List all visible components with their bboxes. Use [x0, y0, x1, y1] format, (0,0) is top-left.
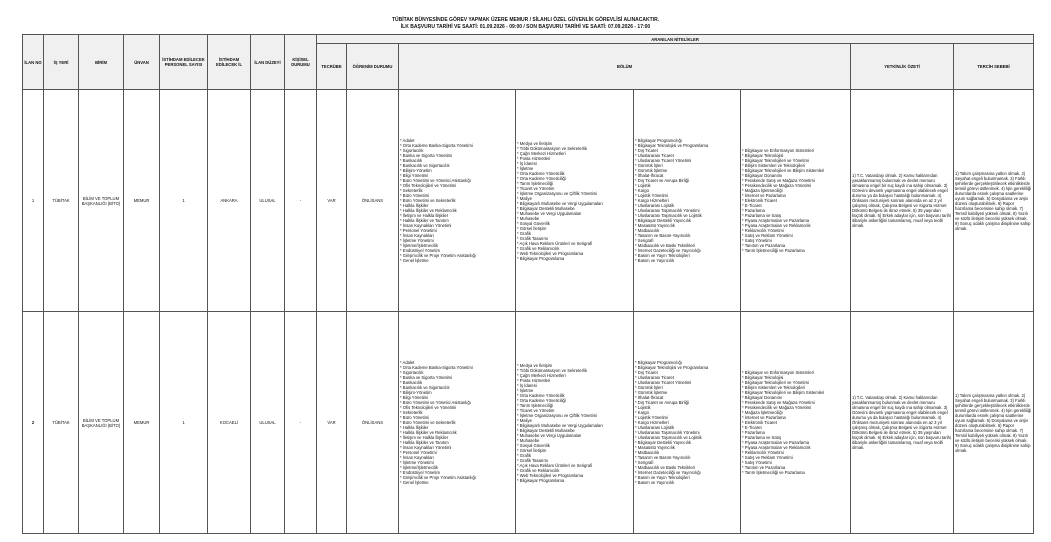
title-line-2: İLK BAŞVURU TARİHİ VE SAATİ: 01.09.2026 - 09:00 / SON BAŞVURU TARİHİ VE SAATİ: 07.09.2026 - 17:00: [400, 23, 651, 30]
bolum-item: * E-Ticaret: [742, 425, 762, 430]
bolum-item: * Lojistik Yönetimi: [635, 415, 668, 420]
bolum-item: * Bankacılık ve Sigortacılık: [400, 385, 450, 390]
bolum-item: * Bilişim Sistemleri ve Teknolojileri: [742, 163, 805, 168]
bolum-item: * Bilişim-Yönetim: [400, 390, 432, 395]
bolum-item: * Uluslararası Lojistik: [635, 203, 675, 208]
bolum-item: * Ofis Teknolojileri ve Yönetimi: [400, 405, 457, 410]
bolum-item: * Basım ve Yayıncılık: [635, 258, 675, 263]
bolum-item: * Tanıtım ve Pazarlama: [742, 465, 786, 470]
bolum-item: * İş İdaresi: [517, 160, 537, 166]
bolum-item: * Web Teknolojileri ve Programlama: [517, 472, 584, 478]
bolum-item: * Uluslararası Taşımacılık Yönetimi: [635, 208, 700, 213]
bolum-item: * İşletme Organizasyonu ve Çiftlik Yönetimi: [517, 412, 597, 418]
bolum-item: * İşletme/İşletmecilik: [400, 465, 438, 470]
bolum-item: * İletişim ve Halkla İlişkiler: [400, 435, 449, 440]
bolum-item: * Tanıtım ve Pazarlama: [742, 243, 786, 248]
bolum-item: * Grafik Tasarımı: [517, 235, 549, 241]
bolum-item: * Bilgisayar Programlama: [517, 255, 565, 261]
header-ilan-no: İLAN NO: [23, 35, 44, 90]
bolum-item: * Bilgisayar ve Enformasyon Sistemleri: [742, 148, 814, 153]
bolum-item: * Uluslararası Ticaret Yönetimi: [635, 158, 692, 163]
bolum-item: * Bilgisayar Teknolojisi: [742, 375, 784, 380]
header-istihdam-il: İSTİHDAM EDİLECEK İL: [208, 35, 251, 90]
cell-bolum-col1: [399, 312, 516, 534]
bolum-item: * Ofis Teknolojileri ve Yönetimi: [400, 183, 457, 188]
bolum-item: * İşletme: [517, 165, 534, 171]
bolum-item: * Bilgisayarlı Muhasebe ve Vergi Uygulamaları: [517, 200, 603, 206]
bolum-item: * Serigrafi: [635, 238, 654, 243]
bolum-item: * Gümrük İşletme: [635, 390, 668, 395]
bolum-item: * Perakendecilik ve Mağaza Yönetimi: [742, 183, 812, 188]
bolum-item: * Bilgisayar ve Enformasyon Sistemleri: [742, 370, 814, 375]
bolum-item: * Bilgisayar Donanımı: [742, 395, 783, 400]
bolum-item: * Bilgisayarlı Muhasebe ve Vergi Uygulamaları: [517, 422, 603, 428]
bolum-item: * Bilgisayar Donanımı: [742, 173, 783, 178]
bolum-item: * Banka ve Sigorta Yönetimi: [400, 153, 453, 158]
bolum-item: * Bankacılık: [400, 380, 423, 385]
bolum-item: * Satış Yönetimi: [742, 460, 772, 465]
bolum-item: * İnsan Kaynakları Yönetimi: [400, 223, 452, 228]
cell-ogrenim: ÖNLİSANS: [347, 312, 399, 534]
bolum-item: * Halkla İlişkiler ve Tanıtım: [400, 440, 449, 445]
bolum-item: * Adalet: [400, 360, 415, 365]
bolum-item: * Dış Ticaret: [635, 148, 658, 153]
bolum-item: * Medya ve İletişim: [517, 140, 553, 146]
bolum-item: * Sekreterlik: [400, 188, 423, 193]
bolum-item: * Halkla İlişkiler ve Reklamcılık: [400, 430, 457, 435]
cell-sayi: 1: [160, 312, 208, 534]
bolum-item: * Kargo Hizmetleri: [635, 420, 669, 425]
cell-bolum-col3: [634, 312, 741, 534]
bolum-item: * Maliye: [517, 417, 532, 423]
bolum-item: * Orta Kademe Banka-Sigorta Yönetimi: [400, 365, 473, 370]
cell-il: KOCAELİ: [208, 312, 251, 534]
header-ogrenim: ÖĞRENİM DURUMU: [347, 44, 399, 90]
bolum-item: * Lojistik: [635, 183, 651, 188]
document-title: [0, 0, 1051, 37]
bolum-item: * Endüstriyel Yönetim: [400, 248, 440, 253]
bolum-item: * Posta Hizmetleri: [517, 377, 551, 383]
bolum-item: * Büro Yönetimi: [400, 415, 430, 420]
bolum-item: * Halkla İlişkiler: [400, 425, 429, 430]
bolum-item: * Tasarım ve Basım-Yayıncılık: [635, 233, 691, 238]
cell-yetkinlik: 1) T.C. Vatandaşı olmak. 2) Kamu haklarından yasaklanmamış bulunmak ve devlet memuru olmasına engel bir suç kaydı ına sahip olmamak. 3) Görevini devamlı yapmasına engel olabilecek engel durumu ya da bulaşıcı hastalığı bulunmamak. 4) Önlisans mezuniyeti sonrası alanında en az 3 yıl çalışmış olmak, Çalışma Belgesi ve Sigorta Hizmet Dökümü Belgesi ile ibraz etmek. 5) 35 yaşından küçük olmak. 6) Erkek adaylar için, son başvuru tarihi itibariyle askerliğini tamamlamış, muaf veya tecilli olmak.: [851, 90, 954, 312]
bolum-item: * Bilgisayar Teknolojileri ve Bilişim Sistemleri: [742, 390, 825, 395]
bolum-item: * İşletme/İşletmecilik: [400, 243, 438, 248]
bolum-item: * Grafik ve Reklamcılık: [517, 245, 560, 251]
bolum-item: * Sosyal Güvenlik: [517, 442, 550, 448]
bolum-item: * Grafik Tasarımı: [517, 457, 549, 463]
bolum-item: * Orta Kademe Yöneticiliği: [517, 175, 566, 181]
header-is-yeri: İŞ YERİ: [44, 35, 79, 90]
table-row: [23, 90, 1034, 312]
bolum-item: * Dış Ticaret: [635, 370, 658, 375]
bolum-item: * Bilişim-Yönetim: [400, 168, 432, 173]
bolum-item: * Bilgisayar Teknolojisi ve Programlama: [635, 143, 709, 148]
cell-is-yeri: TÜBİTAK: [44, 312, 79, 534]
bolum-item: * Grafik ve Reklamcılık: [517, 467, 560, 473]
header-yetkinlik: YETKİNLİK ÖZETİ: [851, 44, 954, 90]
bolum-item: * Tıbbi Dokümantasyon ve Sekreterlik: [517, 145, 587, 151]
bolum-item: * Gümrük İşleri: [635, 385, 663, 390]
header-tecrube: TECRÜBE: [317, 44, 347, 90]
bolum-item: * Tarım İşletmeciliği: [517, 402, 553, 408]
bolum-item: * Ticaret ve Yönetim: [517, 185, 555, 191]
bolum-item: * Endüstriyel Yönetim: [400, 470, 440, 475]
bolum-item: * Uluslararası Ticaret: [635, 153, 674, 158]
bolum-item: * İnternet ve Pazarlama: [742, 415, 786, 420]
cell-ilan-no: 2: [23, 312, 44, 534]
bolum-item: * Girişimcilik ve Proje Yönetim Asistanlığı: [400, 475, 477, 480]
bolum-item: * Genel İşletme: [400, 258, 429, 263]
bolum-item: * Dış Ticaret ve Avrupa Birliği: [635, 400, 689, 405]
bolum-item: * Mağaza İşletmeciliği: [742, 410, 783, 415]
bolum-item: * Perakende Satış ve Mağaza Yönetimi: [742, 178, 815, 183]
bolum-item: * Bilgisayar Teknolojisi: [742, 153, 784, 158]
cell-sayi: 1: [160, 90, 208, 312]
bolum-item: * Mağaza İşletmeciliği: [742, 188, 783, 193]
bolum-item: * Uluslararası Ticaret: [635, 375, 674, 380]
bolum-item: * Çağrı Merkezi Hizmetleri: [517, 150, 566, 156]
bolum-item: * İşletme: [517, 387, 534, 393]
cell-unvan: MEMUR: [124, 90, 160, 312]
cell-bolum-col4: [741, 312, 851, 534]
bolum-item: * İşletme Yönetimi: [400, 460, 434, 465]
bolum-item: * İşletme Organizasyonu ve Çiftlik Yönetimi: [517, 190, 597, 196]
bolum-item: * Web Teknolojileri ve Programlama: [517, 250, 584, 256]
bolum-item: * Basım ve Yayıncılık: [635, 480, 675, 485]
bolum-item: * Masaüstü Yayıncılık: [635, 445, 675, 450]
bolum-item: * Satış ve Reklam Yönetimi: [742, 233, 793, 238]
job-listing-table: [22, 34, 1034, 534]
bolum-item: * Orta Kademe Yöneticiliği: [517, 397, 566, 403]
bolum-item: * Personel Yönetimi: [400, 228, 437, 233]
bolum-item: * Muhasebe: [517, 215, 540, 221]
bolum-item: * Sosyal Güvenlik: [517, 220, 550, 226]
cell-bolum-col2: [516, 90, 634, 312]
cell-duzey: ULUSAL: [251, 90, 285, 312]
bolum-item: * Uluslararası Ticaret Yönetimi: [635, 380, 692, 385]
cell-tecrube: VAR: [317, 312, 347, 534]
header-tercih: TERCİH SEBEBİ: [954, 44, 1034, 90]
bolum-item: * Büro Yönetimi ve Yönetici Asistanlığı: [400, 178, 471, 183]
bolum-item: * İnternet Gazeteciliği ve Yayıncılığı: [635, 248, 701, 253]
bolum-item: * Basım ve Yayın Teknolojileri: [635, 475, 690, 480]
cell-birim: BİLİM VE TOPLUM BAŞKANLIĞI (BİTO): [79, 90, 124, 312]
bolum-item: * Ticaret ve Yönetim: [517, 407, 555, 413]
bolum-item: * Matbaacılık: [635, 228, 660, 233]
bolum-item: * Orta Kademe Yöneticilik: [517, 170, 565, 176]
bolum-item: * Tarım İşletmeciliği ve Pazarlama: [742, 248, 805, 253]
bolum-item: * Gümrük İşletme: [635, 168, 668, 173]
bolum-item: * Pazarlama ve Satış: [742, 435, 782, 440]
bolum-item: * Büro Yönetimi ve Yönetici Asistanlığı: [400, 400, 471, 405]
bolum-item: * Matbaacılık: [635, 450, 660, 455]
cell-il: ANKARA: [208, 90, 251, 312]
bolum-item: * Muhasebe: [517, 437, 540, 443]
bolum-item: * Masaüstü Yayıncılık: [635, 223, 675, 228]
cell-tecrube: VAR: [317, 90, 347, 312]
cell-ilan-no: 1: [23, 90, 44, 312]
header-aranan-nitelikler: ARANILAN NİTELİKLER: [317, 35, 1034, 44]
bolum-item: * Bilgi Yönetimi: [400, 395, 429, 400]
bolum-item: * Tarım İşletmeciliği ve Pazarlama: [742, 470, 805, 475]
cell-bolum-col2: [516, 312, 634, 534]
bolum-item: * İşletme Yönetimi: [400, 238, 434, 243]
bolum-item: * Halkla İlişkiler ve Tanıtım: [400, 218, 449, 223]
bolum-item: * Kargo: [635, 188, 649, 193]
bolum-item: * Halkla İlişkiler: [400, 203, 429, 208]
bolum-item: * İthalat-İhracat: [635, 395, 664, 400]
bolum-item: * Tıbbi Dokümantasyon ve Sekreterlik: [517, 367, 587, 373]
bolum-item: * E-Ticaret: [742, 203, 762, 208]
bolum-item: * Muhasebe ve Vergi Uygulamaları: [517, 432, 582, 438]
cell-ogrenim: ÖNLİSANS: [347, 90, 399, 312]
bolum-item: * Bilgisayar Destekli Yayıncılık: [635, 218, 691, 223]
bolum-item: * İthalat-İhracat: [635, 173, 664, 178]
bolum-item: * Tarım İşletmeciliği: [517, 180, 553, 186]
bolum-item: * Sigortacılık: [400, 370, 424, 375]
bolum-item: * Banka ve Sigorta Yönetimi: [400, 375, 453, 380]
bolum-item: * Bilişim Sistemleri ve Teknolojileri: [742, 385, 805, 390]
bolum-item: * Bilgisayar Destekli Yayıncılık: [635, 440, 691, 445]
bolum-item: * Bilgisayar Destekli Muhasebe: [517, 427, 575, 433]
bolum-item: * Lojistik: [635, 405, 651, 410]
cell-unvan: MEMUR: [124, 312, 160, 534]
bolum-item: * İnsan Kaynakları: [400, 455, 434, 460]
bolum-item: * Piyasa Araştırmaları ve Reklamcılık: [742, 445, 811, 450]
bolum-item: * İnsan Kaynakları Yönetimi: [400, 445, 452, 450]
bolum-item: * Grafik: [517, 452, 531, 458]
header-ilan-duzeyi: İLAN DÜZEYİ: [251, 35, 285, 90]
bolum-item: * İnternet ve Pazarlama: [742, 193, 786, 198]
header-birim: BİRİM: [79, 35, 124, 90]
bolum-item: * İş İdaresi: [517, 382, 537, 388]
bolum-item: * Büro Yönetimi ve Sekreterlik: [400, 198, 456, 203]
bolum-item: * Açık Hava Reklam Ürünleri ve Serigrafi: [517, 240, 593, 246]
bolum-item: * Satış ve Reklam Yönetimi: [742, 455, 793, 460]
bolum-item: * Bilgisayar Programlama: [517, 477, 565, 483]
bolum-item: * Bilgisayar Programcılığı: [635, 138, 683, 143]
bolum-item: * Piyasa Araştırmaları ve Reklamcılık: [742, 223, 811, 228]
bolum-item: * Büro Yönetimi ve Sekreterlik: [400, 420, 456, 425]
bolum-item: * İnsan Kaynakları: [400, 233, 434, 238]
cell-is-yeri: TÜBİTAK: [44, 90, 79, 312]
bolum-item: * Maliye: [517, 195, 532, 201]
bolum-item: * Girişimcilik ve Proje Yönetim Asistanlığı: [400, 253, 477, 258]
bolum-item: * Elektronik Ticaret: [742, 198, 777, 203]
bolum-item: * Matbaacılık ve Baskı Teknikleri: [635, 465, 695, 470]
bolum-item: * Dış Ticaret ve Avrupa Birliği: [635, 178, 689, 183]
bolum-item: * Bilgisayar Teknolojileri ve Yönetimi: [742, 158, 809, 163]
bolum-item: * Çağrı Merkezi Hizmetleri: [517, 372, 566, 378]
bolum-item: * Matbaacılık ve Baskı Teknikleri: [635, 243, 695, 248]
bolum-item: * Posta Hizmetleri: [517, 155, 551, 161]
cell-yetkinlik: 1) T.C. Vatandaşı olmak. 2) Kamu haklarından yasaklanmamış bulunmak ve devlet memuru olmasına engel bir suç kaydı ına sahip olmamak. 3) Görevini devamlı yapmasına engel olabilecek engel durumu ya da bulaşıcı hastalığı bulunmamak. 4) Önlisans mezuniyeti sonrası alanında en az 3 yıl çalışmış olmak, Çalışma Belgesi ve Sigorta Hizmet Dökümü Belgesi ile ibraz etmek. 5) 35 yaşından küçük olmak. 6) Erkek adaylar için, son başvuru tarihi itibariyle askerliğini tamamlamış, muaf veya tecilli olmak.: [851, 312, 954, 534]
bolum-item: * Bilgisayar Teknolojileri ve Bilişim Sistemleri: [742, 168, 825, 173]
bolum-item: * Uluslararası Lojistik: [635, 425, 675, 430]
cell-bolum-col1: [399, 90, 516, 312]
bolum-item: * Muhasebe ve Vergi Uygulamaları: [517, 210, 582, 216]
header-istihdam-sayisi: İSTİHDAM EDİLECEK PERSONEL SAYISI: [160, 35, 208, 90]
bolum-item: * Basım ve Yayın Teknolojileri: [635, 253, 690, 258]
bolum-item: * Lojistik Yönetimi: [635, 193, 668, 198]
bolum-item: * Orta Kademe Banka-Sigorta Yönetimi: [400, 143, 473, 148]
bolum-item: * Uluslararası Taşımacılık Yönetimi: [635, 430, 700, 435]
bolum-item: * Uluslararası Taşımacılık ve Lojistik: [635, 213, 702, 218]
bolum-item: * Piyasa Araştırmaları ve Pazarlama: [742, 218, 810, 223]
bolum-item: * Elektronik Ticaret: [742, 420, 777, 425]
cell-tercih: 1) Takım çalışmasına yatkın olmak. 2) Seyahat engeli bulunmamak. 3) Farklı şehirlerde gerçekleştirilecek etkinliklerde temsil görevi üstlenmek. 4) İşin gerekliliği durumlarda esnek çalışma saatlerine uyum sağlamak. 5) Dosyalama ve arşiv düzeni oluşturabilmek. 6) Rapor hazırlama becerisine sahip olmak. 7) Temsil kabiliyeti yüksek olmak. 8) Yazılı ve sözlü iletişim becerisi yüksek olmak. 9) Sonuç odaklı çalışma disiplinine sahip olmak.: [954, 90, 1034, 312]
bolum-item: * İnternet Gazeteciliği ve Yayıncılığı: [635, 470, 701, 475]
cell-bolum-col4: [741, 90, 851, 312]
bolum-item: * Serigrafi: [635, 460, 654, 465]
bolum-item: * Perakendecilik ve Mağaza Yönetimi: [742, 405, 812, 410]
bolum-item: * Personel Yönetimi: [400, 450, 437, 455]
bolum-item: * Reklamcılık Yönetimi: [742, 450, 784, 455]
bolum-item: * Grafik: [517, 230, 531, 236]
bolum-item: * Halkla İlişkiler ve Reklamcılık: [400, 208, 457, 213]
bolum-item: * Görsel İletişim: [517, 447, 547, 453]
bolum-item: * Uluslararası Taşımacılık ve Lojistik: [635, 435, 702, 440]
table-row: [23, 312, 1034, 534]
bolum-item: * Pazarlama ve Satış: [742, 213, 782, 218]
bolum-item: * Pazarlama: [742, 208, 765, 213]
bolum-item: * Tasarım ve Basım-Yayıncılık: [635, 455, 691, 460]
bolum-item: * Pazarlama: [742, 430, 765, 435]
cell-birim: BİLİM VE TOPLUM BAŞKANLIĞI (BİTO): [79, 312, 124, 534]
bolum-item: * Kargo Hizmetleri: [635, 198, 669, 203]
bolum-item: * Gümrük İşleri: [635, 163, 663, 168]
bolum-item: * Sigortacılık: [400, 148, 424, 153]
bolum-item: * Piyasa Araştırmaları ve Pazarlama: [742, 440, 810, 445]
title-line-1: TÜBİTAK BÜNYESİNDE GÖREV YAPMAK ÜZERE MEMUR / SİLAHLI ÖZEL GÜVENLİK GÖREVLİSİ ALINACAKTIR.: [391, 17, 660, 23]
cell-kisisel: -: [285, 90, 317, 312]
bolum-item: * Bankacılık ve Sigortacılık: [400, 163, 450, 168]
bolum-item: * Görsel İletişim: [517, 225, 547, 231]
bolum-item: * İletişim ve Halkla İlişkiler: [400, 213, 449, 218]
bolum-item: * Kargo: [635, 410, 649, 415]
bolum-item: * Açık Hava Reklam Ürünleri ve Serigrafi: [517, 462, 593, 468]
bolum-item: * Büro Yönetimi: [400, 193, 430, 198]
bolum-item: * Reklamcılık Yönetimi: [742, 228, 784, 233]
bolum-item: * Satış Yönetimi: [742, 238, 772, 243]
bolum-item: * Bilgisayar Teknolojisi ve Programlama: [635, 365, 709, 370]
bolum-item: * Bilgisayar Destekli Muhasebe: [517, 205, 575, 211]
cell-kisisel: -: [285, 312, 317, 534]
bolum-item: * Medya ve İletişim: [517, 362, 553, 368]
header-bolum: BÖLÜM: [399, 44, 851, 90]
bolum-item: * Adalet: [400, 138, 415, 143]
bolum-item: * Bilgisayar Teknolojileri ve Yönetimi: [742, 380, 809, 385]
header-unvan: ÜNVAN: [124, 35, 160, 90]
bolum-item: * Perakende Satış ve Mağaza Yönetimi: [742, 400, 815, 405]
cell-duzey: ULUSAL: [251, 312, 285, 534]
bolum-item: * Bankacılık: [400, 158, 423, 163]
header-kisisel-durum: KİŞİSEL DURUMU: [285, 35, 317, 90]
cell-bolum-col3: [634, 90, 741, 312]
bolum-item: * Sekreterlik: [400, 410, 423, 415]
bolum-item: * Bilgisayar Programcılığı: [635, 360, 683, 365]
bolum-item: * Bilgi Yönetimi: [400, 173, 429, 178]
bolum-item: * Orta Kademe Yöneticilik: [517, 392, 565, 398]
bolum-item: * Genel İşletme: [400, 480, 429, 485]
cell-tercih: 1) Takım çalışmasına yatkın olmak. 2) Seyahat engeli bulunmamak. 3) Farklı şehirlerde gerçekleştirilecek etkinliklerde temsil görevi üstlenmek. 4) İşin gerekliliği durumlarda esnek çalışma saatlerine uyum sağlamak. 5) Dosyalama ve arşiv düzeni oluşturabilmek. 6) Rapor hazırlama becerisine sahip olmak. 7) Temsil kabiliyeti yüksek olmak. 8) Yazılı ve sözlü iletişim becerisi yüksek olmak. 9) Sonuç odaklı çalışma disiplinine sahip olmak.: [954, 312, 1034, 534]
